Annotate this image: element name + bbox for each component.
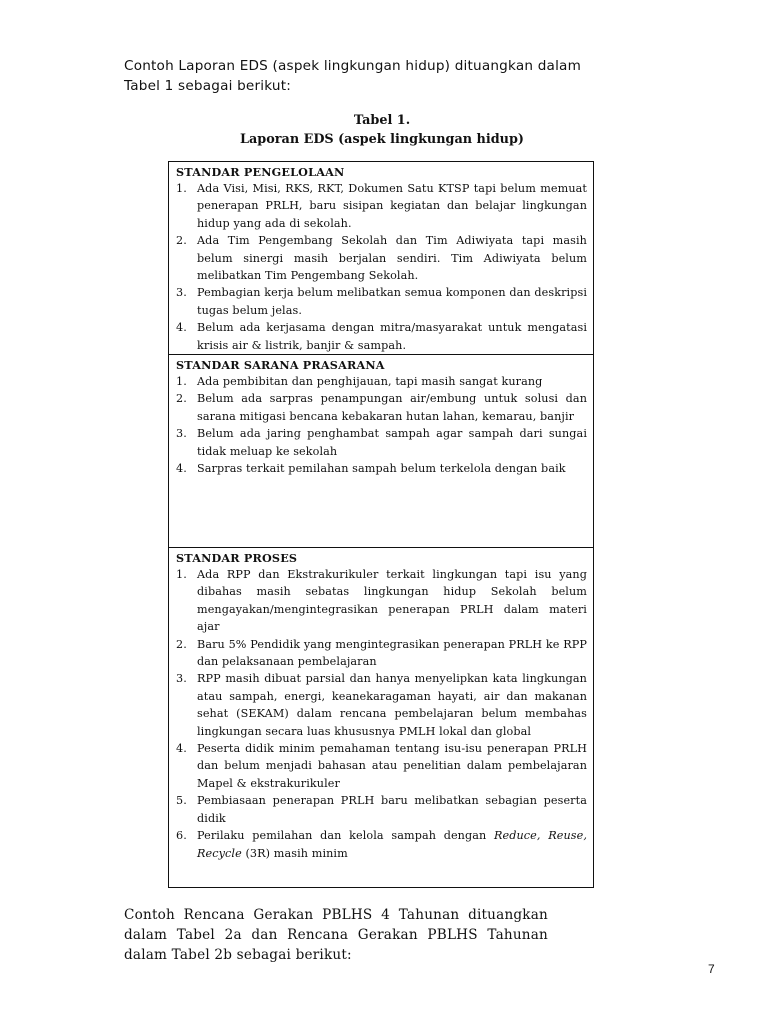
- item-number: 3.: [176, 427, 187, 441]
- section-heading: STANDAR PENGELOLAAN: [176, 165, 345, 179]
- table-caption-title: Laporan EDS (aspek lingkungan hidup): [240, 132, 524, 147]
- section-heading: STANDAR PROSES: [176, 551, 298, 565]
- item-text: RPP masih dibuat parsial dan hanya menyelipkan kata lingkungan atau sampah, energi, keanekaragaman hayati, air dan makanan sehat (SEKAM) dalam rencana pembelajaran belum membahas lingkungan secara luas khususnya PMLH lokal dan global: [197, 672, 587, 738]
- item-number: 1.: [176, 182, 187, 195]
- outro-paragraph: Contoh Rencana Gerakan PBLHS 4 Tahunan dituangkan dalam Tabel 2a dan Rencana Gerakan PBLHS Tahunan dalam Tabel 2b sebagai berikut:: [124, 907, 548, 963]
- item-text: Ada Tim Pengembang Sekolah dan Tim Adiwiyata tapi masih belum sinergi masih berjalan sendiri. Tim Adiwiyata belum melibatkan Tim Pengembang Sekolah.: [197, 234, 587, 283]
- item-number: 6.: [176, 829, 187, 843]
- item-number: 3.: [176, 672, 187, 686]
- page-number: 7: [708, 962, 715, 976]
- item-number: 3.: [176, 286, 187, 300]
- list-item: [176, 180, 587, 232]
- list-item: [176, 827, 587, 862]
- item-number: 2.: [176, 234, 187, 248]
- item-text: Belum ada sarpras penampungan air/embung untuk solusi dan sarana mitigasi bencana kebakaran hutan lahan, kemarau, banjir: [197, 392, 587, 423]
- item-text-after: (3R) masih minim: [241, 846, 348, 860]
- item-text: Belum ada kerjasama dengan mitra/masyarakat untuk mengatasi krisis air & listrik, banjir & sampah.: [197, 321, 587, 352]
- section-standar-proses: [168, 547, 594, 888]
- list-item: [176, 670, 587, 740]
- list-item: [176, 232, 587, 284]
- list-item: [176, 390, 587, 425]
- list-item: [176, 425, 587, 460]
- item-number: 4.: [176, 742, 187, 756]
- list-item: [176, 284, 587, 319]
- item-text: Pembagian kerja belum melibatkan semua komponen dan deskripsi tugas belum jelas.: [197, 286, 587, 317]
- item-number: 2.: [176, 392, 187, 406]
- item-text: Ada Visi, Misi, RKS, RKT, Dokumen Satu KTSP tapi belum memuat penerapan PRLH, baru sisipan kegiatan dan belajar lingkungan hidup yang ada di sekolah.: [197, 182, 587, 230]
- item-text-italic: Reduce, Reuse, Recycle: [197, 829, 587, 860]
- section-standar-pengelolaan: [168, 161, 594, 355]
- item-text: Ada pembibitan dan penghijauan, tapi masih sangat kurang: [197, 375, 543, 388]
- intro-paragraph: Contoh Laporan EDS (aspek lingkungan hidup) dituangkan dalam Tabel 1 sebagai berikut:: [124, 58, 582, 94]
- item-text-before: Perilaku pemilahan dan kelola sampah dengan: [197, 829, 494, 843]
- section-heading: STANDAR SARANA PRASARANA: [176, 358, 385, 372]
- item-number: 1.: [176, 375, 187, 388]
- item-number: 4.: [176, 321, 187, 335]
- list-item: [176, 636, 587, 671]
- item-number: 2.: [176, 637, 187, 651]
- list-item: [176, 319, 587, 354]
- list-item: [176, 373, 587, 390]
- item-text: Peserta didik minim pemahaman tentang isu-isu penerapan PRLH dan belum menjadi bahasan atau penelitian dalam pembelajaran Mapel & ekstrakurikuler: [197, 742, 587, 790]
- item-text: Pembiasaan penerapan PRLH baru melibatkan sebagian peserta didik: [197, 794, 587, 825]
- item-text: Sarpras terkait pemilahan sampah belum terkelola dengan baik: [197, 462, 566, 476]
- table-caption-number: Tabel 1.: [353, 113, 411, 128]
- item-number: 4.: [176, 462, 187, 476]
- list-item: [176, 792, 587, 827]
- item-number: 5.: [176, 794, 187, 808]
- item-number: 1.: [176, 568, 187, 581]
- section-standar-sarana-prasarana: [168, 354, 594, 548]
- list-item: [176, 566, 587, 636]
- item-text: Belum ada jaring penghambat sampah agar sampah dari sungai tidak meluap ke sekolah: [197, 427, 587, 458]
- item-text: Ada RPP dan Ekstrakurikuler terkait lingkungan tapi isu yang dibahas masih sebatas lingkungan hidup Sekolah belum mengayakan/mengintegrasikan penerapan PRLH dalam materi ajar: [197, 568, 587, 634]
- list-item: [176, 740, 587, 792]
- item-text: Baru 5% Pendidik yang mengintegrasikan penerapan PRLH ke RPP dan pelaksanaan pembelajaran: [197, 637, 587, 669]
- list-item: [176, 460, 587, 477]
